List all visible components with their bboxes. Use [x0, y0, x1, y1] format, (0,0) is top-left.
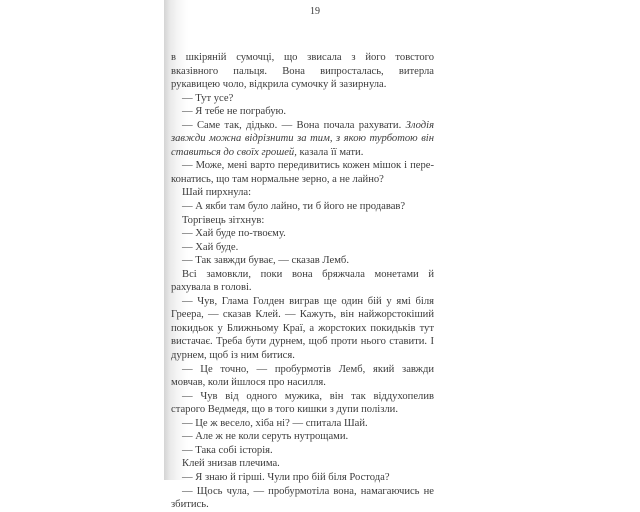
text-run: — Я тебе не пограбую.	[182, 106, 287, 118]
text-run: — Це ж весело, хіба ні? — спитала Шай.	[182, 417, 368, 429]
text-run: — Я знаю й гірші. Чули про бій біля Ростода?	[182, 471, 390, 483]
text-run: — Така собі історія.	[182, 444, 273, 456]
text-run: Клей знизав плечима.	[182, 458, 280, 470]
text-run: — Саме так, дідько. — Вона почала рахувати.	[182, 119, 406, 131]
text-run: — Може, мені варто передивитись кожен мішок і переконатись, що там нормальне зерно, а не лайно?	[171, 160, 434, 185]
paragraph	[171, 457, 434, 471]
text-run: — Хай буде по-твоєму.	[182, 228, 286, 240]
paragraph	[171, 200, 434, 214]
paragraph	[171, 485, 434, 512]
paragraph	[171, 417, 434, 431]
paragraph	[171, 105, 434, 119]
text-run: Торгівець зітхнув:	[182, 214, 265, 226]
paragraph	[171, 227, 434, 241]
text-run: Всі замовкли, поки вона бряжчала монетами й рахувала в голові.	[171, 268, 434, 294]
text-run: — Щось чула, — пробурмотіла вона, намагаючись не збитись.	[171, 485, 434, 511]
paragraph	[171, 254, 434, 268]
paragraph	[171, 159, 434, 186]
text-run: — А якби там було лайно, ти б його не продавав?	[182, 201, 406, 213]
italic-text: Злодія завжди можна відрізнити за тим, з якою турботою він ставиться до своїх грошей,	[171, 119, 434, 158]
page-body-text	[171, 51, 434, 512]
paragraph	[171, 241, 434, 255]
text-run: — Чув від одного мужика, він так віддухопелив старого Ведмедя, що в того кишки з дупи полізли.	[171, 390, 434, 416]
paragraph	[171, 471, 434, 485]
paragraph	[171, 51, 434, 92]
paragraph	[171, 214, 434, 228]
text-run: — Це точно, — пробурмотів Лемб, який завжди мовчав, коли йшлося про насилля.	[171, 363, 434, 389]
text-run: — Тут усе?	[182, 92, 234, 104]
text-run: в шкіряній сумочці, що звисала з його товстого вказівного пальця. Вона випросталась, витерла рукавицею чоло, відкрила сумочку й зазирнула.	[171, 52, 434, 91]
text-run: — Так завжди буває, — сказав Лемб.	[182, 255, 349, 267]
paragraph	[171, 186, 434, 200]
paragraph	[171, 119, 434, 160]
text-run: — Чув, Глама Голден виграв ще один бій у ямі біля Греера, — сказав Клей. — Кажуть, він найжорстокіший покидьок у Ближньому Краї, а жорстоких покидьків тут вистачає. Треба бути дурнем, щоб проти нього ставити. І дурнем, щоб із ним битися.	[171, 295, 434, 362]
paragraph	[171, 295, 434, 363]
paragraph	[171, 268, 434, 295]
text-run: Шай пирхнула:	[182, 187, 252, 199]
paragraph	[171, 92, 434, 106]
page-number: 19	[310, 6, 320, 17]
paragraph	[171, 430, 434, 444]
text-run: — Але ж не коли серуть нутрощами.	[182, 431, 349, 443]
paragraph	[171, 444, 434, 458]
text-run: — Хай буде.	[182, 241, 239, 253]
paragraph	[171, 390, 434, 417]
text-run: казала її мати.	[296, 146, 364, 158]
book-page	[164, 0, 464, 511]
paragraph	[171, 363, 434, 390]
